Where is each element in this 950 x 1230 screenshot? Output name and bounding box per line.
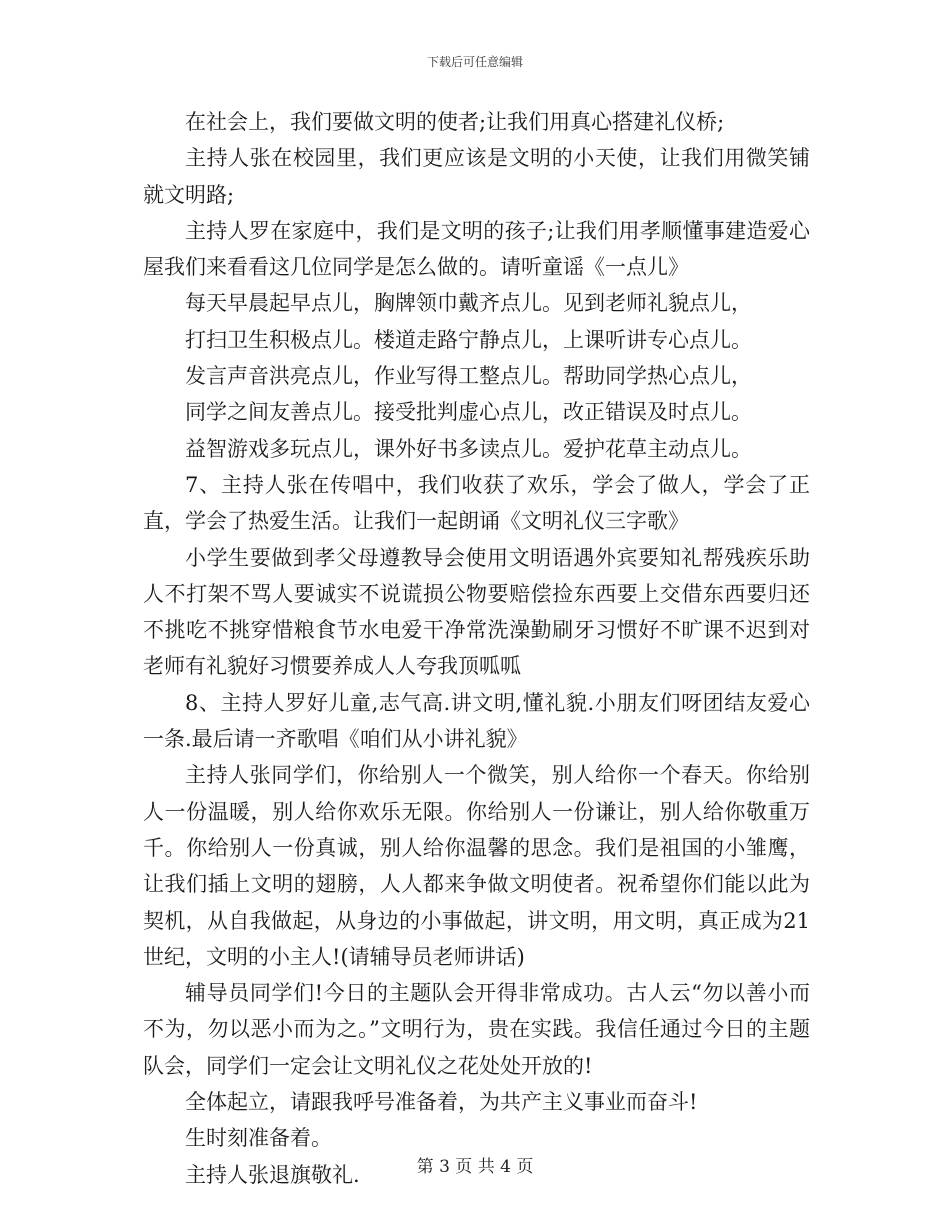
- paragraph: 主持人张在校园里，我们更应该是文明的小天使，让我们用微笑铺就文明路;: [143, 146, 810, 207]
- paragraph: 全体起立，请跟我呼号准备着，为共产主义事业而奋斗!: [185, 1090, 698, 1115]
- paragraph: 生时刻准备着。: [185, 1126, 332, 1151]
- paragraph: 主持人罗在家庭中，我们是文明的孩子;让我们用孝顺懂事建造爱心屋我们来看看这几位同学是怎么做的。请听童谣《一点儿》: [143, 218, 810, 280]
- document-body: [143, 104, 810, 1193]
- paragraph: 7、主持人张在传唱中，我们收获了欢乐，学会了做人，学会了正直，学会了热爱生活。让我们一起朗诵《文明礼仪三字歌》: [143, 472, 810, 534]
- paragraph: 同学之间友善点儿。接受批判虚心点儿，改正错误及时点儿。: [185, 400, 752, 425]
- paragraph: 在社会上，我们要做文明的使者;让我们用真心搭建礼仪桥;: [185, 110, 725, 134]
- page-footer: 第 3 页 共 4 页: [416, 1157, 534, 1177]
- paragraph: 主持人张同学们，你给别人一个微笑，别人给你一个春天。你给别人一份温暖，别人给你欢乐无限。你给别人一份谦让，别人给你敬重万千。你给别人一份真诚，别人给你温馨的思念。我们是祖国的小雏鹰，让我们插上文明的翅膀，人人都来争做文明使者。祝希望你们能以此为契机，从自我做起，从身边的小事做起，讲文明，用文明，真正成为21世纪，文明的小主人!(请辅导员老师讲话): [143, 763, 810, 969]
- paragraph: 辅导员同学们!今日的主题队会开得非常成功。古人云“勿以善小而不为，勿以恶小而为之。”文明行为，贵在实践。我信任通过今日的主题队会，同学们一定会让文明礼仪之花处处开放的!: [143, 981, 810, 1078]
- paragraph: 主持人张退旗敬礼.: [185, 1162, 360, 1187]
- page-header: 下载后可任意编辑: [426, 55, 523, 69]
- paragraph: 每天早晨起早点儿，胸牌领巾戴齐点儿。见到老师礼貌点儿，: [185, 291, 752, 316]
- paragraph: 8、主持人罗好儿童,志气高.讲文明,懂礼貌.小朋友们呀团结友爱心一条.最后请一齐歌唱《咱们从小讲礼貌》: [143, 690, 810, 752]
- paragraph: 发言声音洪亮点儿，作业写得工整点儿。帮助同学热心点儿，: [185, 364, 752, 389]
- paragraph: 益智游戏多玩点儿，课外好书多读点儿。爱护花草主动点儿。: [185, 436, 752, 461]
- paragraph: 打扫卫生积极点儿。楼道走路宁静点儿，上课听讲专心点儿。: [185, 327, 752, 352]
- paragraph: 小学生要做到孝父母遵教导会使用文明语遇外宾要知礼帮残疾乐助人不打架不骂人要诚实不说谎损公物要赔偿捡东西要上交借东西要归还不挑吃不挑穿惜粮食节水电爱干净常洗澡勤刷牙习惯好不旷课不迟到对老师有礼貌好习惯要养成人人夸我顶呱呱: [143, 545, 810, 679]
